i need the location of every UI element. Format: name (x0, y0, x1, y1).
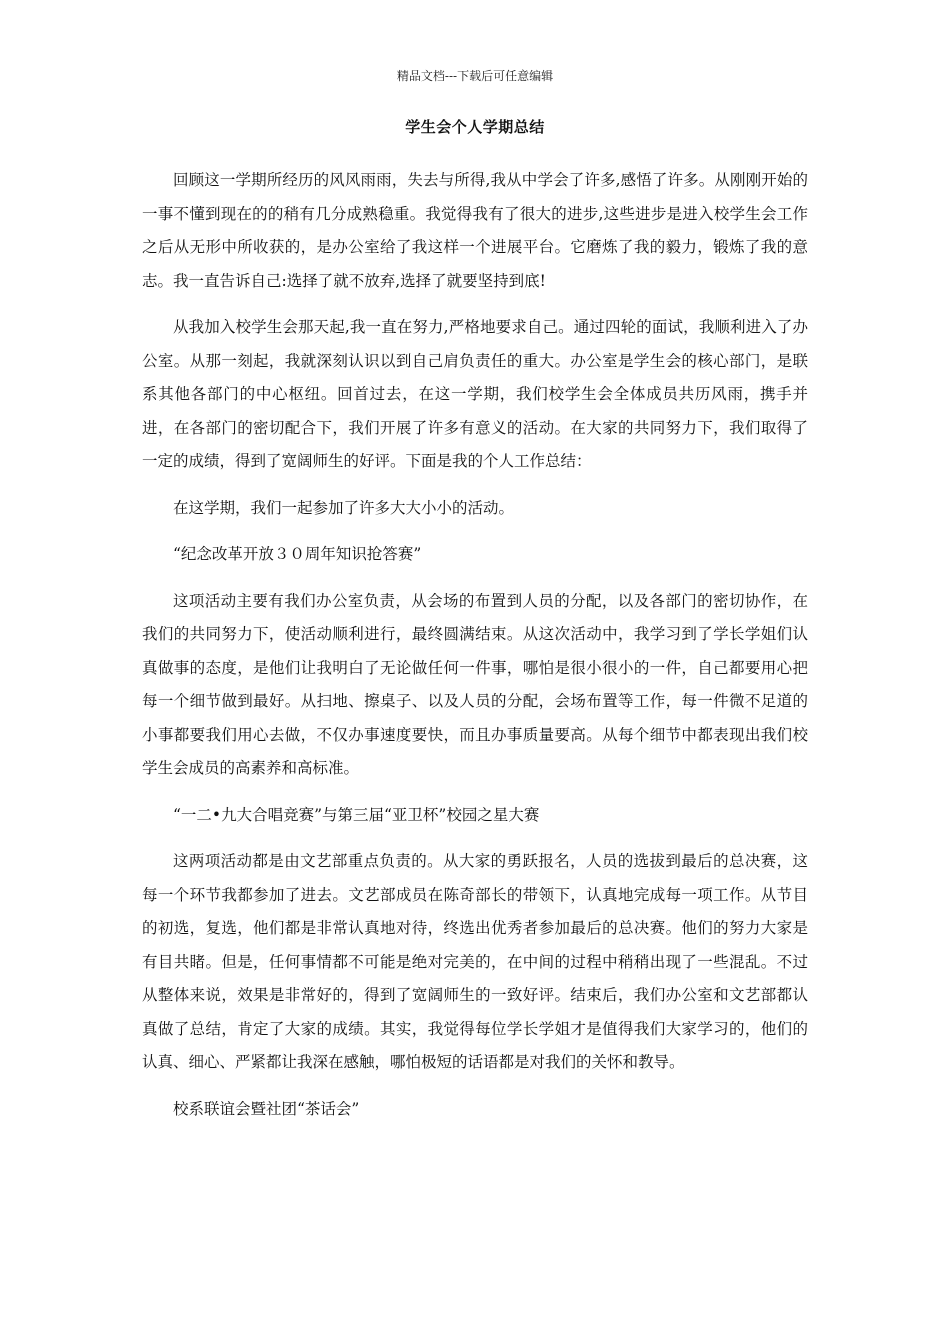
document-body (142, 164, 808, 1126)
section-heading-tea-party: 校系联谊会暨社团“茶话会” (173, 1099, 360, 1118)
paragraph-quiz: 这项活动主要有我们办公室负责，从会场的布置到人员的分配，以及各部门的密切协作，在我们的共同努力下，使活动顺利进行，最终圆满结束。从这次活动中，我学习到了学长学姐们认真做事的态度，是他们让我明白了无论做任何一件事，哪怕是很小很小的一件，自己都要用心把每一个细节做到最好。从扫地、擦桌子、以及人员的分配，会场布置等工作，每一件微不足道的小事都要我们用心去做，不仅办事速度要快，而且办事质量要高。从每个细节中都表现出我们校学生会成员的高素养和高标准。 (142, 591, 808, 777)
paragraph-intro: 回顾这一学期所经历的风风雨雨，失去与所得,我从中学会了许多,感悟了许多。从刚刚开始的一事不懂到现在的的稍有几分成熟稳重。我觉得我有了很大的进步,这些进步是进入校学生会工作之后从无形中所收获的，是办公室给了我这样一个进展平台。它磨炼了我的毅力，锻炼了我的意志。我一直告诉自己:选择了就不放弃,选择了就要坚持到底! (142, 171, 808, 290)
section-heading-quiz: “纪念改革开放３０周年知识抢答赛” (173, 545, 422, 563)
paragraph-activities-lead: 在这学期，我们一起参加了许多大大小小的活动。 (173, 498, 515, 517)
section-heading-chorus: “一二•九大合唱竞赛”与第三届“亚卫杯”校园之星大赛 (173, 805, 540, 824)
paragraph-joining: 从我加入校学生会那天起,我一直在努力,严格地要求自己。通过四轮的面试，我顺利进入了办公室。从那一刻起，我就深刻认识以到自己肩负责任的重大。办公室是学生会的核心部门，是联系其他各部门的中心枢纽。回首过去，在这一学期，我们校学生会全体成员共历风雨，携手并进，在各部门的密切配合下，我们开展了许多有意义的活动。在大家的共同努力下，我们取得了一定的成绩，得到了宽阔师生的好评。下面是我的个人工作总结： (142, 318, 808, 470)
document-title: 学生会个人学期总结 (405, 118, 545, 136)
page-header: 精品文档---下载后可任意编辑 (396, 69, 554, 83)
paragraph-chorus: 这两项活动都是由文艺部重点负责的。从大家的勇跃报名，人员的选拔到最后的总决赛，这每一个环节我都参加了进去。文艺部成员在陈奇部长的带领下，认真地完成每一项工作。从节目的初选，复选，他们都是非常认真地对待，终选出优秀者参加最后的总决赛。他们的努力大家是有目共睹。但是，任何事情都不可能是绝对完美的，在中间的过程中稍稍出现了一些混乱。不过从整体来说，效果是非常好的，得到了宽阔师生的一致好评。结束后，我们办公室和文艺部都认真做了总结，肯定了大家的成绩。其实，我觉得每位学长学姐才是值得我们大家学习的，他们的认真、细心、严紧都让我深在感触，哪怕极短的话语都是对我们的关怀和教导。 (142, 852, 808, 1071)
